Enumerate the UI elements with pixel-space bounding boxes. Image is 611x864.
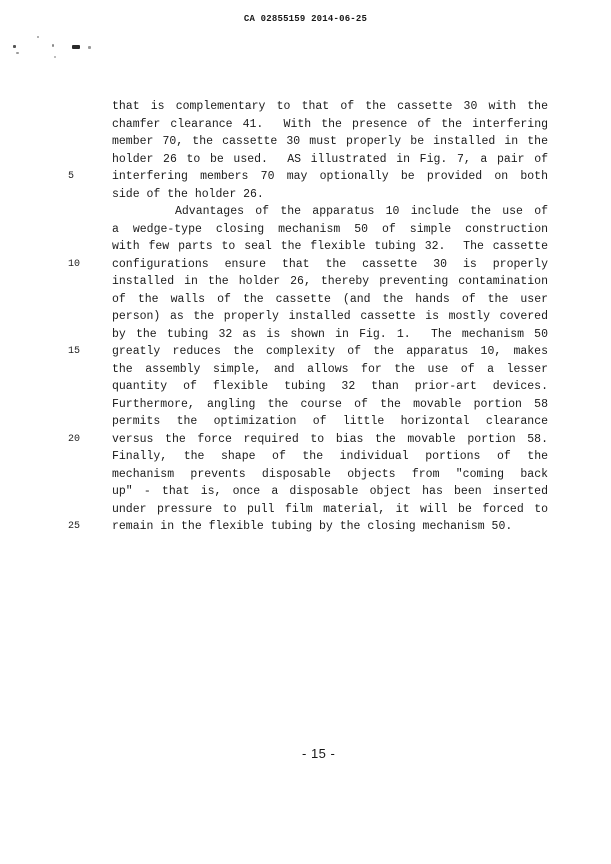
- line-text: up" - that is, once a disposable object has been inserted: [112, 485, 548, 498]
- text-line: [112, 238, 548, 256]
- scan-artifact: [16, 52, 19, 54]
- page-number: - 15 -: [302, 746, 336, 761]
- line-text: Finally, the shape of the individual portions of the: [112, 450, 548, 463]
- text-line: [112, 98, 548, 116]
- line-number: 15: [68, 346, 81, 357]
- text-line: [68, 343, 548, 361]
- scan-artifact: [37, 36, 39, 38]
- text-line: [112, 308, 548, 326]
- text-line: [112, 151, 548, 169]
- text-line: [112, 501, 548, 519]
- line-text: member 70, the cassette 30 must properly be installed in the: [112, 135, 548, 148]
- text-line: [68, 168, 548, 186]
- scan-artifact: [88, 46, 91, 49]
- line-number: 25: [68, 521, 81, 532]
- line-text: installed in the holder 26, thereby preventing contamination: [112, 275, 548, 288]
- line-text: of the walls of the cassette (and the hands of the user: [112, 292, 548, 306]
- text-line: [68, 431, 548, 449]
- line-text: mechanism prevents disposable objects from "coming back: [112, 467, 548, 481]
- text-line: [112, 133, 548, 151]
- line-text: chamfer clearance 41. With the presence of the interfering: [112, 117, 548, 131]
- text-line: [112, 378, 548, 396]
- line-text: interfering members 70 may optionally be provided on both: [112, 170, 548, 183]
- line-text: quantity of flexible tubing 32 than prior-art devices.: [112, 380, 548, 393]
- text-line: [112, 413, 548, 431]
- line-text: Advantages of the apparatus 10 include the use of: [175, 205, 548, 218]
- text-line: [112, 483, 548, 501]
- line-text: holder 26 to be used. AS illustrated in Fig. 7, a pair of: [112, 152, 548, 166]
- text-block: [68, 98, 548, 536]
- line-text: a wedge-type closing mechanism 50 of simple construction: [112, 222, 548, 236]
- line-text: Furthermore, angling the course of the movable portion 58: [112, 397, 548, 411]
- text-line: [112, 361, 548, 379]
- line-text: side of the holder 26.: [112, 187, 264, 201]
- text-line: [112, 186, 548, 204]
- scan-artifact: [52, 44, 54, 47]
- text-line: [112, 221, 548, 239]
- line-text: remain in the flexible tubing by the closing mechanism 50.: [112, 520, 513, 533]
- text-line: [112, 291, 548, 309]
- line-text: configurations ensure that the cassette 30 is properly: [112, 257, 548, 271]
- text-line: [112, 116, 548, 134]
- line-text: greatly reduces the complexity of the apparatus 10, makes: [112, 345, 548, 358]
- line-text: that is complementary to that of the cassette 30 with the: [112, 100, 548, 113]
- text-line: [112, 203, 548, 221]
- line-number: 10: [68, 258, 81, 270]
- text-line: [112, 448, 548, 466]
- text-line: [112, 273, 548, 291]
- scan-artifact: [54, 56, 56, 58]
- text-line: [68, 256, 548, 274]
- text-line: [112, 466, 548, 484]
- text-line: [112, 396, 548, 414]
- text-line: [112, 326, 548, 344]
- line-text: person) as the properly installed cassette is mostly covered: [112, 310, 548, 323]
- line-text: permits the optimization of little horizontal clearance: [112, 415, 548, 428]
- line-number: 20: [68, 433, 81, 445]
- line-text: under pressure to pull film material, it will be forced to: [112, 502, 548, 516]
- line-text: the assembly simple, and allows for the use of a lesser: [112, 362, 548, 376]
- document-id-stamp: CA 02855159 2014-06-25: [243, 14, 368, 24]
- line-text: versus the force required to bias the movable portion 58.: [112, 432, 548, 446]
- scan-artifact: [72, 45, 80, 49]
- line-number: 5: [68, 171, 75, 182]
- line-text: with few parts to seal the flexible tubing 32. The cassette: [112, 240, 548, 253]
- line-text: by the tubing 32 as is shown in Fig. 1. The mechanism 50: [112, 327, 548, 341]
- text-line: [68, 518, 548, 536]
- scan-artifact: [13, 45, 16, 48]
